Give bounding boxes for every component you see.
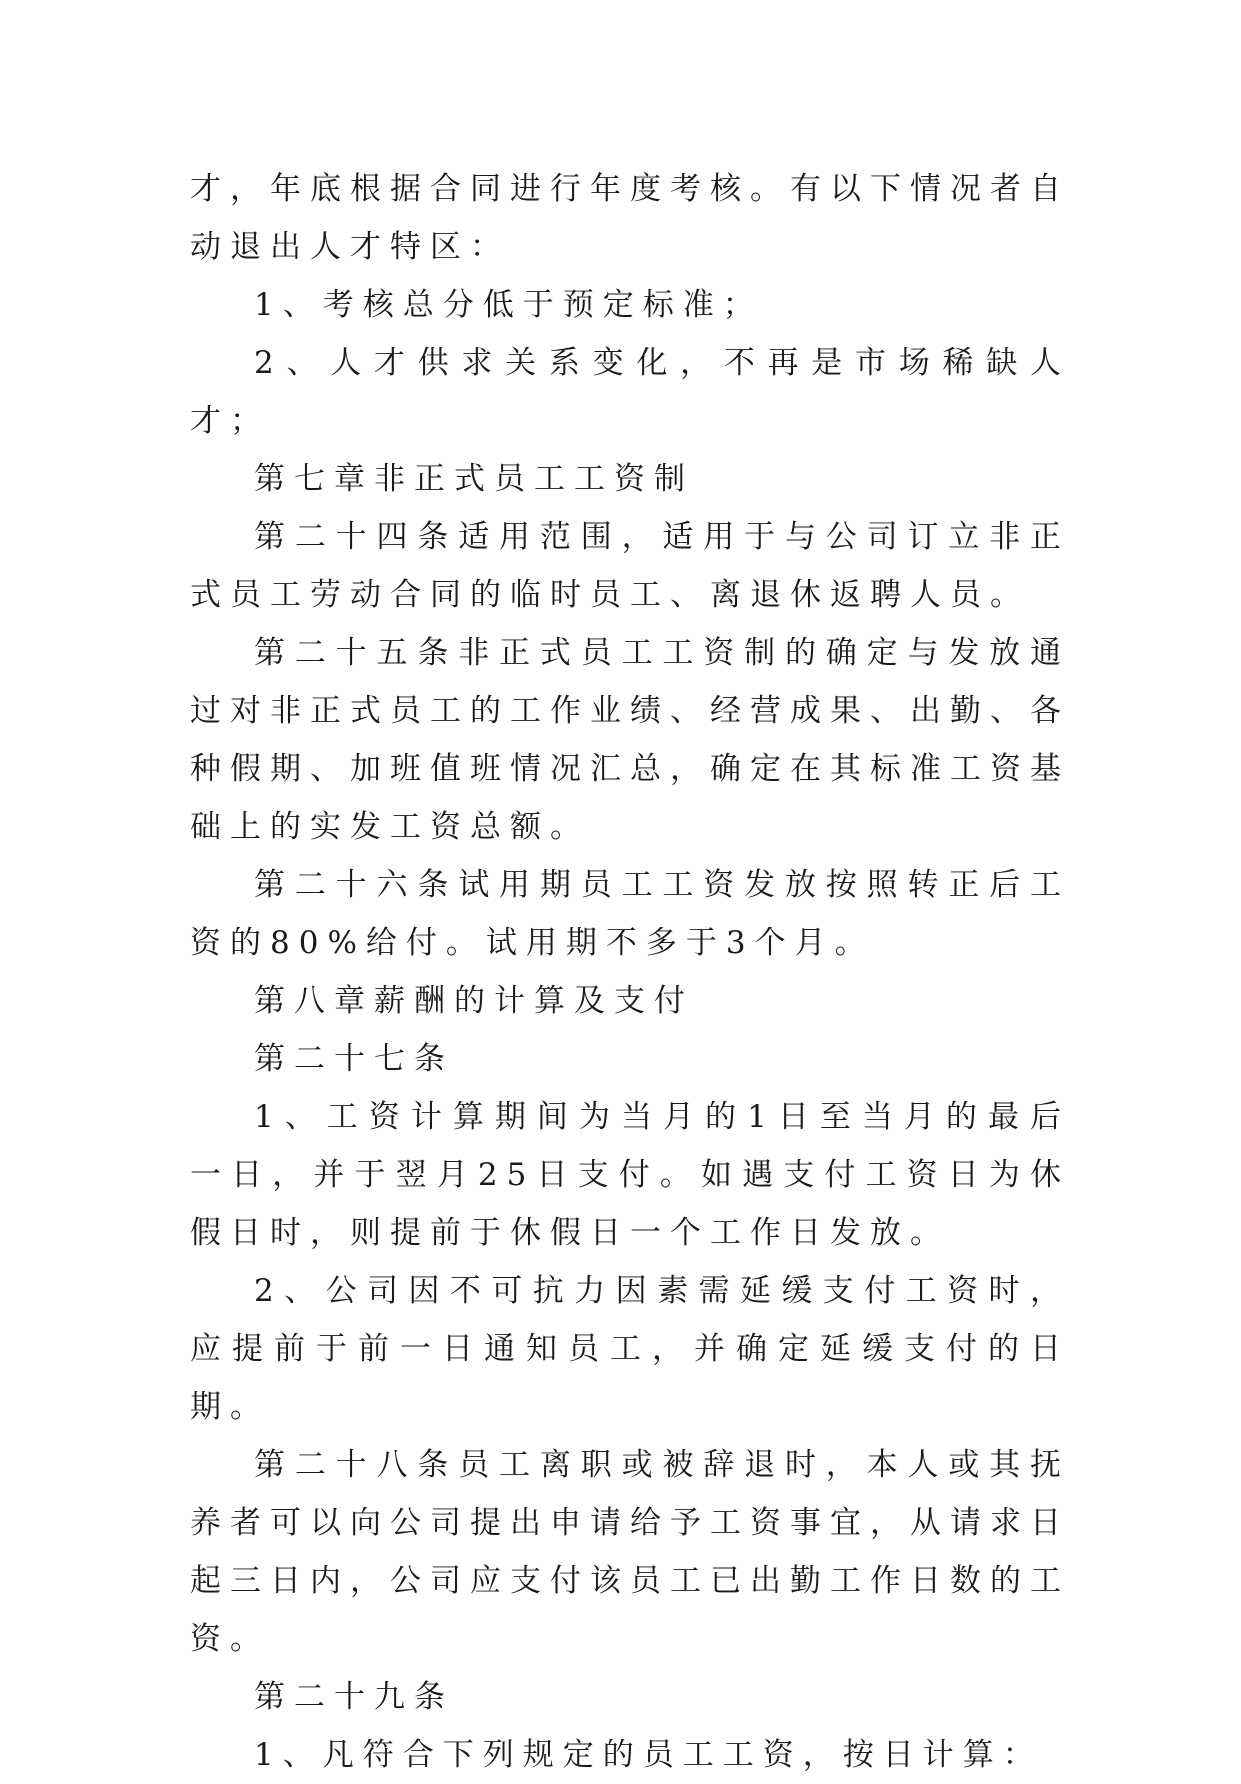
article-heading: 第二十九条 [254, 1679, 454, 1715]
document-body [190, 160, 1070, 1784]
list-item: 1、工资计算期间为当月的1日至当月的最后一日，并于翌月25日支付。如遇支付工资日为休假日时，则提前于休假日一个工作日发放。 [190, 1099, 1070, 1251]
article-paragraph: 第二十五条非正式员工工资制的确定与发放通过对非正式员工的工作业绩、经营成果、出勤、各种假期、加班值班情况汇总，确定在其标准工资基础上的实发工资总额。 [190, 635, 1070, 845]
article-paragraph: 第二十六条试用期员工工资发放按照转正后工资的80%给付。试用期不多于3个月。 [190, 867, 1070, 961]
article-paragraph: 第二十四条适用范围，适用于与公司订立非正式员工劳动合同的临时员工、离退休返聘人员。 [190, 519, 1070, 613]
list-item: 1、考核总分低于预定标准； [254, 287, 763, 323]
chapter-heading: 第七章非正式员工工资制 [254, 461, 694, 497]
chapter-heading: 第八章薪酬的计算及支付 [254, 983, 694, 1019]
list-item: 2、公司因不可抗力因素需延缓支付工资时，应提前于前一日通知员工，并确定延缓支付的日期。 [190, 1273, 1070, 1425]
list-item: 2、人才供求关系变化，不再是市场稀缺人才； [190, 345, 1070, 439]
article-heading: 第二十七条 [254, 1041, 454, 1077]
paragraph-continuation: 才，年底根据合同进行年度考核。有以下情况者自动退出人才特区： [190, 171, 1070, 265]
list-item: 1、凡符合下列规定的员工工资，按日计算： [254, 1737, 1043, 1773]
article-paragraph: 第二十八条员工离职或被辞退时，本人或其抚养者可以向公司提出申请给予工资事宜，从请求日起三日内，公司应支付该员工已出勤工作日数的工资。 [190, 1447, 1070, 1657]
